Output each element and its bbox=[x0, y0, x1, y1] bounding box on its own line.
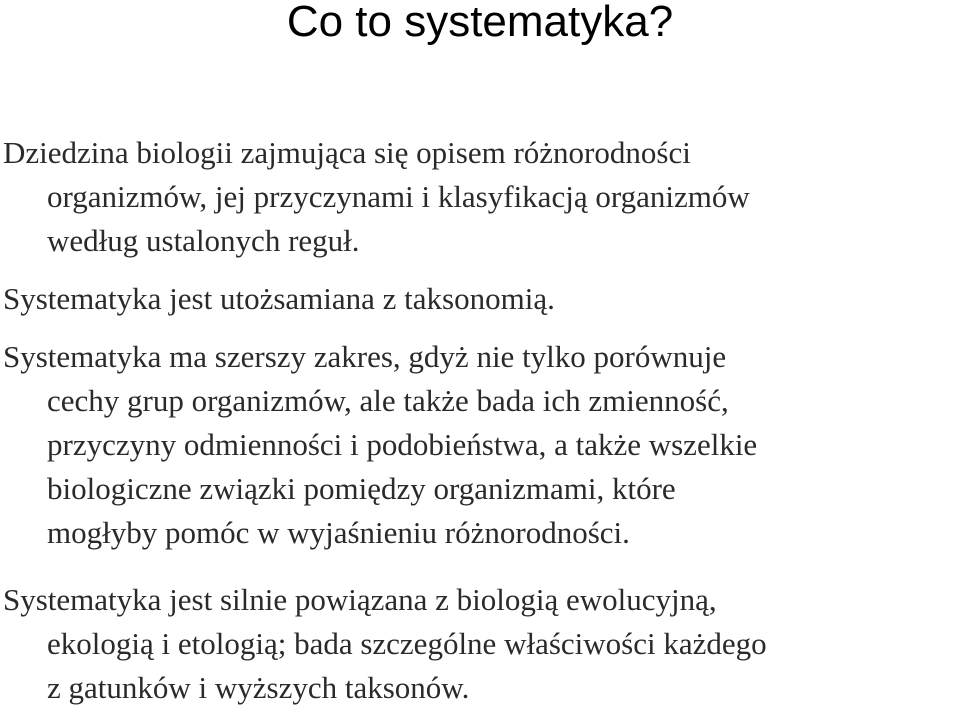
paragraph-line: Systematyka ma szerszy zakres, gdyż nie tylko porównuje bbox=[3, 339, 727, 374]
paragraph-line: cechy grup organizmów, ale także bada ich zmienność, bbox=[47, 383, 729, 418]
paragraph-line: przyczyny odmienności i podobieństwa, a także wszelkie bbox=[47, 427, 758, 462]
paragraph-taxonomy bbox=[3, 277, 953, 321]
paragraph-line: ekologią i etologią; bada szczególne właściwości każdego bbox=[47, 626, 767, 661]
paragraph-line: biologiczne związki pomiędzy organizmami, które bbox=[47, 471, 676, 506]
paragraph-relations bbox=[3, 578, 953, 710]
paragraph-line: mogłyby pomóc w wyjaśnieniu różnorodności. bbox=[47, 515, 630, 550]
page-title: Co to systematyka? bbox=[286, 0, 674, 46]
paragraph-line: organizmów, jej przyczynami i klasyfikacją organizmów bbox=[47, 179, 750, 214]
paragraph-line: Systematyka jest silnie powiązana z biologią ewolucyjną, bbox=[3, 582, 717, 617]
paragraph-line: według ustalonych reguł. bbox=[47, 223, 360, 258]
paragraph-line: Systematyka jest utożsamiana z taksonomią. bbox=[3, 281, 555, 316]
paragraph-line: Dziedzina biologii zajmująca się opisem różnorodności bbox=[3, 135, 691, 170]
paragraph-definition bbox=[3, 131, 953, 263]
paragraph-scope bbox=[3, 335, 953, 555]
paragraph-line: z gatunków i wyższych taksonów. bbox=[47, 670, 470, 705]
